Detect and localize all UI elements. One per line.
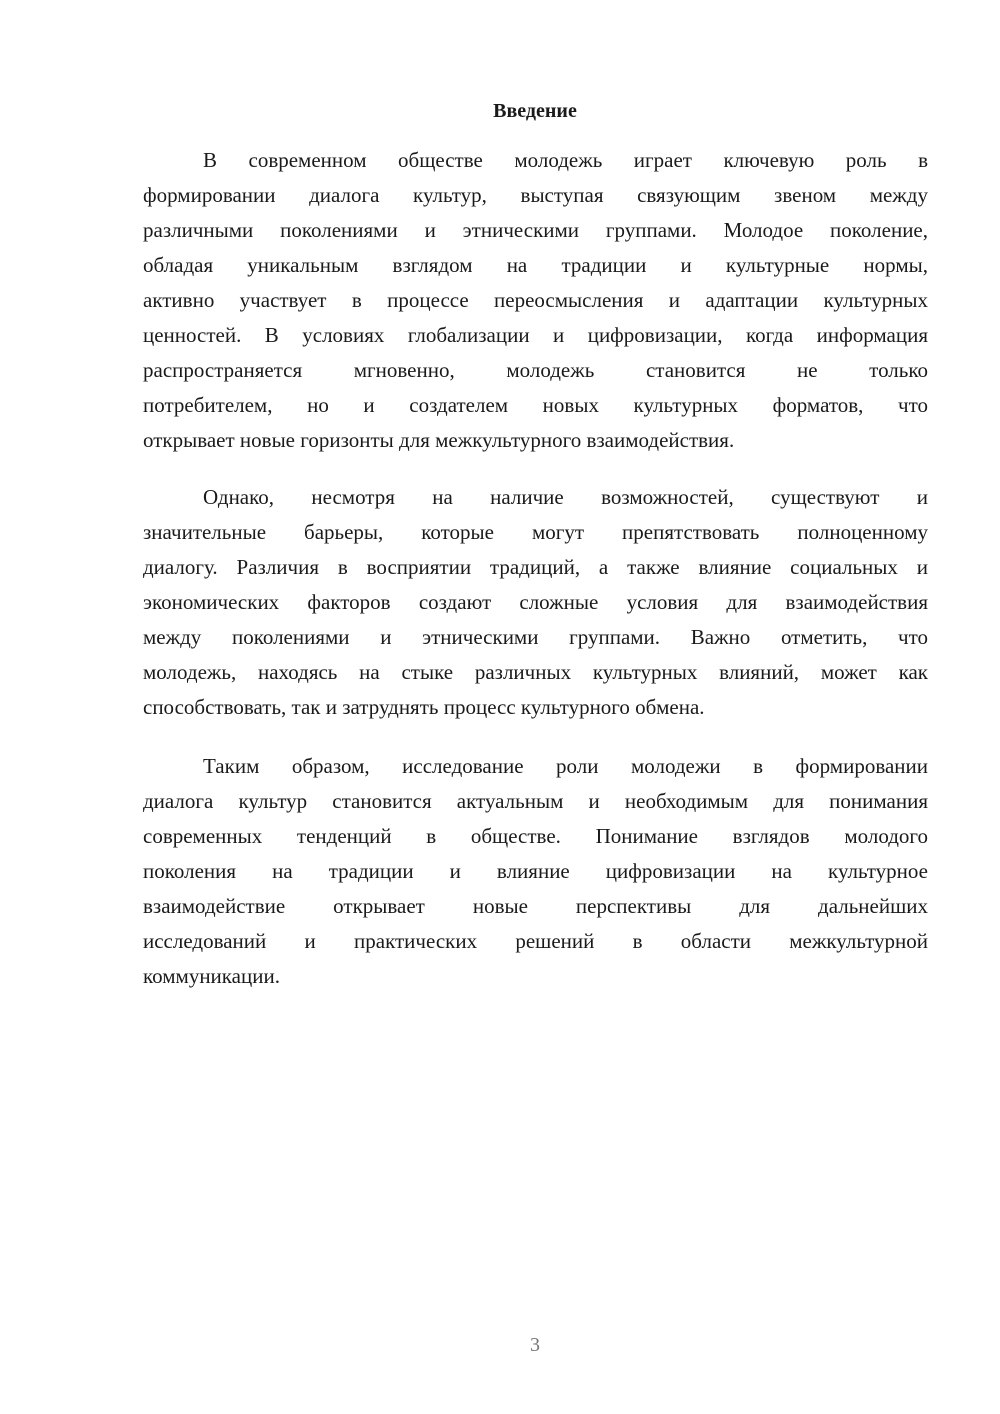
text-line: значительные барьеры, которые могут препятствовать полноценному — [143, 520, 928, 544]
text-line: взаимодействие открывает новые перспективы для дальнейших — [143, 894, 928, 918]
text-line: Однако, несмотря на наличие возможностей, существуют и — [203, 485, 928, 509]
text-line: диалога культур становится актуальным и необходимым для понимания — [143, 789, 928, 813]
paragraph-3 — [143, 749, 928, 994]
text-line: диалогу. Различия в восприятии традиций, а также влияние социальных и — [143, 555, 928, 579]
text-line: коммуникации. — [143, 964, 280, 988]
text-line: исследований и практических решений в области межкультурной — [143, 929, 928, 953]
text-line: поколения на традиции и влияние цифровизации на культурное — [143, 859, 928, 883]
page-number: 3 — [530, 1334, 540, 1356]
text-line: молодежь, находясь на стыке различных культурных влияний, может как — [143, 660, 928, 684]
text-line: формировании диалога культур, выступая связующим звеном между — [143, 183, 928, 207]
paragraph-1 — [143, 143, 928, 458]
text-line: способствовать, так и затруднять процесс культурного обмена. — [143, 695, 705, 719]
text-line: распространяется мгновенно, молодежь становится не только — [143, 358, 928, 382]
text-line: различными поколениями и этническими группами. Молодое поколение, — [143, 218, 928, 242]
paragraph-2 — [143, 480, 928, 725]
text-line: открывает новые горизонты для межкультурного взаимодействия. — [143, 428, 735, 452]
text-line: современных тенденций в обществе. Понимание взглядов молодого — [143, 824, 928, 848]
text-line: экономических факторов создают сложные условия для взаимодействия — [143, 590, 928, 614]
text-line: Таким образом, исследование роли молодежи в формировании — [203, 754, 928, 778]
text-line: ценностей. В условиях глобализации и цифровизации, когда информация — [143, 323, 928, 347]
text-line: потребителем, но и создателем новых культурных форматов, что — [143, 393, 928, 417]
text-line: активно участвует в процессе переосмысления и адаптации культурных — [143, 288, 928, 312]
text-line: между поколениями и этническими группами. Важно отметить, что — [143, 625, 928, 649]
text-line: В современном обществе молодежь играет ключевую роль в — [203, 148, 928, 172]
text-line: обладая уникальным взглядом на традиции и культурные нормы, — [143, 253, 928, 277]
section-title: Введение — [493, 100, 577, 122]
